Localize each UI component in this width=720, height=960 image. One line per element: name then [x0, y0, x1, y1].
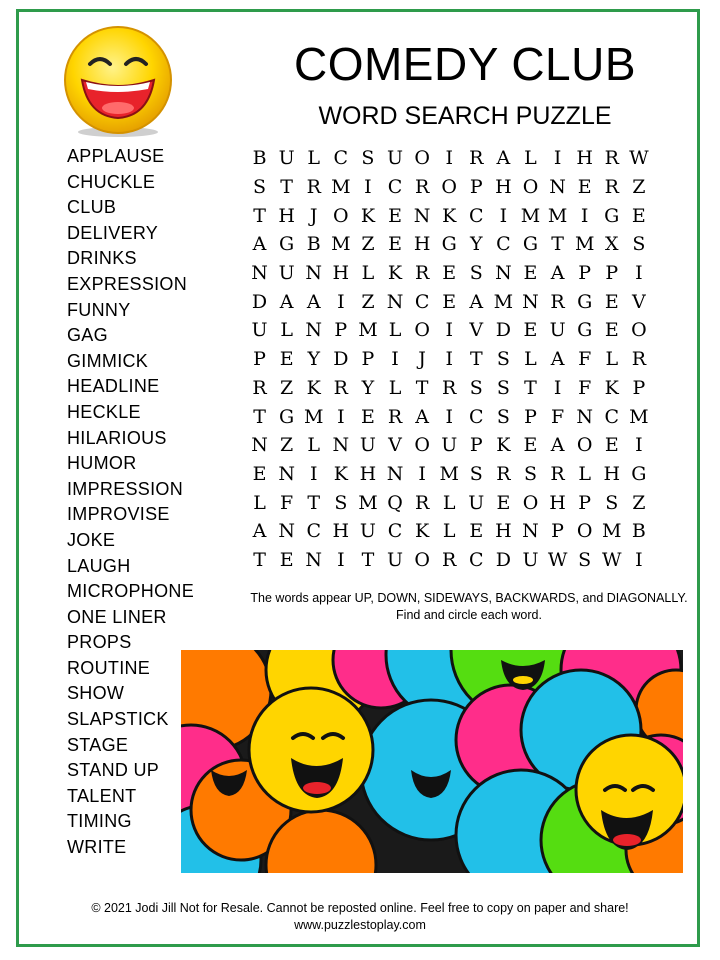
grid-letter[interactable]: S: [334, 491, 348, 514]
grid-letter[interactable]: H: [332, 520, 350, 543]
copyright-text: © 2021 Jodi Jill Not for Resale. Cannot be reposted online. Feel free to copy on paper and share!: [91, 901, 629, 915]
grid-letter[interactable]: N: [305, 319, 323, 342]
grid-letter[interactable]: O: [522, 176, 539, 199]
word-list-item: ROUTINE: [67, 657, 151, 678]
grid-letter[interactable]: I: [445, 405, 453, 428]
grid-letter[interactable]: G: [279, 233, 295, 256]
grid-letter[interactable]: R: [550, 462, 565, 485]
grid-letter[interactable]: M: [331, 233, 351, 256]
grid-letter[interactable]: L: [280, 319, 293, 342]
grid-letter[interactable]: N: [332, 434, 350, 457]
grid-letter[interactable]: R: [631, 348, 647, 371]
grid-letter[interactable]: I: [337, 290, 345, 313]
grid-letter[interactable]: Z: [632, 491, 646, 514]
grid-letter[interactable]: D: [495, 319, 511, 342]
grid-letter[interactable]: Z: [632, 176, 646, 199]
grid-row: [246, 517, 652, 546]
grid-letter[interactable]: P: [469, 434, 483, 457]
grid-letter[interactable]: Z: [361, 290, 375, 313]
grid-letter[interactable]: S: [605, 491, 619, 514]
grid-letter[interactable]: U: [441, 434, 458, 457]
word-list-item: WRITE: [67, 837, 127, 858]
grid-letter[interactable]: N: [495, 262, 512, 285]
grid-letter[interactable]: T: [524, 376, 537, 399]
word-list-item: GIMMICK: [67, 350, 149, 371]
word-list-item: DRINKS: [67, 248, 137, 269]
grid-letter[interactable]: M: [602, 520, 622, 543]
grid-letter[interactable]: R: [442, 376, 457, 399]
grid-letter[interactable]: H: [495, 176, 512, 199]
word-list-item: EXPRESSION: [67, 273, 188, 294]
grid-letter[interactable]: M: [629, 405, 649, 428]
grid-letter[interactable]: R: [414, 491, 430, 514]
grid-letter[interactable]: N: [305, 262, 323, 285]
grid-letter[interactable]: R: [604, 147, 619, 170]
grid-letter[interactable]: C: [469, 204, 484, 227]
word-list-item: JOKE: [67, 529, 116, 550]
grid-letter[interactable]: R: [414, 262, 430, 285]
grid-row: [246, 488, 652, 517]
grid-letter[interactable]: A: [496, 147, 511, 170]
grid-letter[interactable]: I: [635, 434, 643, 457]
grid-letter[interactable]: M: [493, 290, 514, 313]
grid-letter[interactable]: I: [499, 204, 508, 227]
grid-letter[interactable]: U: [251, 319, 268, 342]
grid-letter[interactable]: S: [496, 405, 510, 428]
grid-letter[interactable]: L: [388, 319, 402, 342]
grid-letter[interactable]: T: [253, 405, 266, 428]
word-list-item: CHUCKLE: [67, 171, 156, 192]
grid-letter[interactable]: L: [307, 434, 321, 457]
grid-letter[interactable]: U: [468, 491, 485, 514]
word-list-item: HEADLINE: [67, 376, 160, 397]
grid-row: [246, 316, 652, 345]
grid-letter[interactable]: I: [337, 405, 345, 428]
grid-letter[interactable]: L: [524, 147, 537, 170]
grid-row: [246, 144, 652, 173]
grid-letter[interactable]: I: [337, 548, 345, 571]
grid-letter[interactable]: G: [631, 462, 647, 485]
grid-letter[interactable]: I: [418, 462, 426, 485]
grid-letter[interactable]: Q: [387, 491, 403, 514]
grid-letter[interactable]: V: [388, 434, 402, 457]
grid-letter[interactable]: M: [358, 319, 378, 342]
grid-letter[interactable]: M: [331, 176, 351, 199]
grid-letter[interactable]: N: [522, 520, 539, 543]
grid-letter[interactable]: N: [576, 405, 593, 428]
grid-letter[interactable]: C: [469, 548, 484, 571]
grid-letter[interactable]: B: [306, 233, 321, 256]
grid-letter[interactable]: K: [360, 204, 376, 227]
grid-letter[interactable]: Z: [361, 233, 375, 256]
grid-letter[interactable]: N: [305, 548, 323, 571]
grid-letter[interactable]: O: [414, 147, 430, 170]
grid-letter[interactable]: C: [496, 233, 511, 256]
word-list-item: TIMING: [67, 811, 132, 832]
grid-letter[interactable]: A: [306, 290, 321, 313]
grid-letter[interactable]: S: [469, 376, 483, 399]
grid-letter[interactable]: O: [522, 491, 539, 514]
grid-letter[interactable]: F: [550, 405, 565, 428]
grid-letter[interactable]: U: [549, 319, 566, 342]
grid-letter[interactable]: P: [551, 520, 564, 543]
grid-letter[interactable]: E: [523, 262, 538, 285]
grid-letter[interactable]: L: [442, 520, 456, 543]
word-list-item: TALENT: [67, 785, 137, 806]
website-link[interactable]: www.puzzlestoplay.com: [294, 918, 426, 932]
grid-letter[interactable]: T: [307, 491, 321, 514]
word-list-item: FUNNY: [67, 299, 131, 320]
grid-letter[interactable]: D: [495, 548, 511, 571]
grid-letter[interactable]: B: [631, 520, 646, 543]
grid-letter[interactable]: H: [495, 520, 512, 543]
grid-letter[interactable]: U: [278, 147, 295, 170]
grid-letter[interactable]: K: [333, 462, 348, 485]
grid-letter[interactable]: L: [605, 348, 619, 371]
grid-letter[interactable]: B: [252, 147, 267, 170]
word-list-item: DELIVERY: [67, 222, 159, 243]
grid-letter[interactable]: S: [253, 176, 267, 199]
grid-letter[interactable]: E: [604, 290, 619, 313]
grid-row: [246, 546, 652, 575]
grid-letter[interactable]: I: [445, 147, 453, 170]
grid-letter[interactable]: A: [252, 233, 267, 256]
word-list-item: SLAPSTICK: [67, 709, 169, 730]
grid-letter[interactable]: A: [469, 290, 484, 313]
grid-letter[interactable]: R: [550, 290, 565, 313]
grid-letter[interactable]: E: [442, 262, 457, 285]
word-list-item: ONE LINER: [67, 606, 167, 627]
laughing-emoji-collage-icon: [181, 650, 683, 873]
grid-letter[interactable]: I: [364, 176, 372, 199]
grid-letter[interactable]: X: [605, 233, 619, 256]
grid-letter[interactable]: L: [442, 491, 456, 514]
page-subtitle: WORD SEARCH PUZZLE: [318, 102, 612, 130]
grid-letter[interactable]: H: [359, 462, 377, 485]
grid-letter[interactable]: Y: [470, 233, 483, 256]
grid-letter[interactable]: Y: [307, 348, 320, 371]
grid-letter[interactable]: P: [578, 262, 592, 285]
grid-letter[interactable]: T: [280, 176, 293, 199]
grid-letter[interactable]: L: [361, 262, 375, 285]
grid-letter[interactable]: O: [576, 434, 593, 457]
grid-letter[interactable]: T: [253, 204, 266, 227]
grid-row: [246, 431, 652, 460]
grid-letter[interactable]: E: [631, 204, 646, 227]
grid-letter[interactable]: U: [359, 520, 376, 543]
grid-letter[interactable]: C: [469, 405, 484, 428]
word-list-item: GAG: [67, 325, 108, 346]
grid-letter[interactable]: N: [251, 262, 268, 285]
word-list-item: APPLAUSE: [67, 146, 165, 166]
grid-letter[interactable]: I: [635, 548, 643, 571]
grid-letter[interactable]: V: [469, 319, 484, 342]
grid-letter[interactable]: O: [414, 319, 430, 342]
grid-letter[interactable]: T: [551, 233, 564, 256]
grid-letter[interactable]: W: [629, 147, 649, 170]
grid-letter[interactable]: I: [445, 319, 453, 342]
grid-letter[interactable]: H: [603, 462, 621, 485]
grid-letter[interactable]: Y: [361, 376, 375, 399]
grid-letter[interactable]: M: [439, 462, 459, 485]
grid-letter[interactable]: O: [414, 434, 430, 457]
page-title: COMEDY CLUB: [293, 38, 637, 90]
grid-letter[interactable]: O: [414, 548, 430, 571]
grid-letter[interactable]: A: [415, 405, 429, 428]
grid-letter[interactable]: L: [253, 491, 266, 514]
grid-letter[interactable]: F: [578, 348, 592, 371]
grid-letter[interactable]: S: [632, 233, 646, 256]
grid-letter[interactable]: U: [359, 434, 376, 457]
grid-letter[interactable]: E: [442, 290, 457, 313]
grid-letter[interactable]: U: [387, 147, 404, 170]
grid-row: [246, 374, 652, 403]
grid-letter[interactable]: R: [333, 376, 348, 399]
laughing-emoji-icon: [60, 24, 176, 140]
grid-letter[interactable]: K: [415, 520, 430, 543]
grid-letter[interactable]: E: [577, 176, 592, 199]
grid-letter[interactable]: I: [445, 348, 453, 371]
word-list-item: MICROPHONE: [67, 581, 195, 602]
grid-letter[interactable]: I: [635, 262, 643, 285]
grid-letter[interactable]: O: [631, 319, 647, 342]
grid-letter[interactable]: R: [252, 376, 267, 399]
grid-letter[interactable]: M: [358, 491, 378, 514]
word-list-item: HUMOR: [67, 453, 137, 474]
grid-letter[interactable]: M: [520, 204, 541, 227]
grid-letter[interactable]: I: [553, 376, 562, 399]
grid-letter[interactable]: I: [580, 204, 589, 227]
grid-row: [246, 173, 652, 202]
grid-letter[interactable]: S: [523, 462, 537, 485]
instructions: [230, 590, 708, 624]
grid-letter[interactable]: S: [469, 462, 483, 485]
grid-letter[interactable]: E: [279, 348, 294, 371]
word-list: [67, 144, 194, 861]
grid-letter[interactable]: T: [361, 548, 375, 571]
footer: [20, 900, 700, 934]
grid-letter[interactable]: L: [578, 462, 591, 485]
grid-letter[interactable]: W: [547, 548, 568, 571]
grid-letter[interactable]: I: [391, 348, 399, 371]
grid-letter[interactable]: E: [523, 319, 538, 342]
grid-letter[interactable]: J: [418, 348, 426, 371]
word-list-item: STAGE: [67, 734, 129, 755]
grid-letter[interactable]: A: [252, 520, 267, 543]
grid-letter[interactable]: N: [278, 520, 295, 543]
grid-letter[interactable]: L: [388, 376, 402, 399]
grid-row: [246, 345, 652, 374]
grid-letter[interactable]: I: [553, 147, 562, 170]
grid-letter[interactable]: T: [415, 376, 429, 399]
word-list-item: HILARIOUS: [67, 427, 167, 448]
word-list-item: CLUB: [67, 197, 117, 218]
grid-letter[interactable]: K: [442, 204, 457, 227]
grid-letter[interactable]: C: [333, 147, 349, 170]
grid-letter[interactable]: H: [332, 262, 350, 285]
grid-letter[interactable]: E: [360, 405, 375, 428]
grid-letter[interactable]: W: [602, 548, 622, 571]
grid-letter[interactable]: G: [279, 405, 295, 428]
grid-letter[interactable]: K: [496, 434, 511, 457]
grid-letter[interactable]: C: [387, 520, 403, 543]
grid-letter[interactable]: R: [442, 548, 457, 571]
grid-letter[interactable]: J: [309, 204, 318, 227]
grid-row: [246, 201, 652, 230]
instructions-line-1: The words appear UP, DOWN, SIDEWAYS, BACKWARDS, and DIAGONALLY.: [250, 591, 688, 605]
grid-row: [246, 230, 652, 259]
grid-letter[interactable]: C: [387, 176, 403, 199]
grid-letter[interactable]: L: [307, 147, 321, 170]
grid-letter[interactable]: N: [251, 434, 268, 457]
grid-letter[interactable]: N: [413, 204, 431, 227]
grid-letter[interactable]: O: [441, 176, 457, 199]
grid-letter[interactable]: A: [550, 434, 565, 457]
grid-letter[interactable]: P: [605, 262, 619, 285]
grid-row: [246, 402, 652, 431]
grid-letter[interactable]: E: [252, 462, 267, 485]
grid-letter[interactable]: F: [578, 376, 592, 399]
word-list-item: IMPRESSION: [67, 478, 184, 499]
grid-letter[interactable]: Z: [280, 434, 294, 457]
grid-letter[interactable]: E: [604, 434, 619, 457]
grid-letter[interactable]: P: [469, 176, 483, 199]
grid-letter[interactable]: R: [306, 176, 321, 199]
grid-letter[interactable]: K: [387, 262, 403, 285]
word-list-item: STAND UP: [67, 760, 160, 781]
grid-letter[interactable]: N: [522, 290, 539, 313]
grid-letter[interactable]: C: [306, 520, 321, 543]
grid-letter[interactable]: P: [253, 348, 266, 371]
grid-letter[interactable]: M: [304, 405, 324, 428]
grid-letter[interactable]: S: [578, 548, 592, 571]
grid-letter[interactable]: N: [386, 290, 404, 313]
grid-letter[interactable]: N: [386, 462, 404, 485]
grid-letter[interactable]: E: [496, 491, 511, 514]
grid-letter[interactable]: P: [361, 348, 375, 371]
grid-letter[interactable]: E: [469, 520, 484, 543]
grid-row: [246, 460, 652, 489]
grid-letter[interactable]: I: [309, 462, 318, 485]
grid-letter[interactable]: R: [414, 176, 430, 199]
instructions-line-2: Find and circle each word.: [396, 608, 542, 622]
grid-letter[interactable]: E: [523, 434, 538, 457]
word-list-item: PROPS: [67, 632, 132, 653]
grid-letter[interactable]: H: [413, 233, 431, 256]
grid-letter[interactable]: K: [306, 376, 321, 399]
grid-letter[interactable]: V: [631, 290, 646, 313]
grid-letter[interactable]: U: [387, 548, 404, 571]
grid-letter[interactable]: H: [549, 491, 566, 514]
grid-row: [246, 259, 652, 288]
grid-letter[interactable]: E: [604, 319, 619, 342]
grid-letter[interactable]: G: [441, 233, 457, 256]
grid-letter[interactable]: G: [577, 319, 593, 342]
grid-letter[interactable]: S: [496, 348, 510, 371]
grid-letter[interactable]: K: [604, 376, 619, 399]
grid-letter[interactable]: S: [469, 262, 483, 285]
grid-letter[interactable]: P: [578, 491, 592, 514]
grid-letter[interactable]: S: [496, 376, 510, 399]
word-list-item: LAUGH: [67, 555, 131, 576]
word-list-item: SHOW: [67, 683, 125, 704]
word-list-item: HECKLE: [67, 401, 141, 422]
grid-letter[interactable]: U: [278, 262, 295, 285]
grid-letter[interactable]: P: [632, 376, 646, 399]
grid-letter[interactable]: E: [279, 548, 294, 571]
grid-letter[interactable]: H: [278, 204, 295, 227]
grid-letter[interactable]: R: [604, 176, 619, 199]
grid-row: [246, 287, 652, 316]
grid-letter[interactable]: E: [388, 233, 402, 256]
grid-letter[interactable]: C: [414, 290, 430, 313]
grid-letter[interactable]: G: [604, 204, 620, 227]
grid-letter[interactable]: N: [278, 462, 295, 485]
grid-letter[interactable]: A: [550, 262, 565, 285]
grid-letter[interactable]: F: [280, 491, 294, 514]
grid-letter[interactable]: A: [279, 290, 294, 313]
grid-letter[interactable]: S: [361, 147, 375, 170]
grid-letter[interactable]: O: [333, 204, 349, 227]
grid-letter[interactable]: R: [469, 147, 484, 170]
grid-letter[interactable]: O: [576, 520, 593, 543]
grid-letter[interactable]: R: [387, 405, 403, 428]
grid-letter[interactable]: T: [253, 548, 266, 571]
grid-letter[interactable]: R: [496, 462, 511, 485]
word-list-item: IMPROVISE: [67, 504, 170, 525]
grid-letter[interactable]: E: [388, 204, 402, 227]
grid-letter[interactable]: D: [251, 290, 268, 313]
grid-letter[interactable]: N: [549, 176, 566, 199]
grid-letter[interactable]: A: [550, 348, 565, 371]
grid-letter[interactable]: T: [469, 348, 483, 371]
grid-letter[interactable]: L: [524, 348, 537, 371]
grid-letter[interactable]: G: [577, 290, 593, 313]
grid-letter[interactable]: U: [522, 548, 539, 571]
grid-letter[interactable]: P: [334, 319, 348, 342]
letter-grid: [246, 144, 652, 574]
grid-letter[interactable]: G: [522, 233, 539, 256]
grid-letter[interactable]: D: [333, 348, 349, 371]
grid-letter[interactable]: M: [574, 233, 595, 256]
grid-letter[interactable]: P: [524, 405, 537, 428]
grid-letter[interactable]: Z: [280, 376, 294, 399]
grid-letter[interactable]: C: [604, 405, 620, 428]
grid-letter[interactable]: M: [547, 204, 568, 227]
grid-letter[interactable]: H: [576, 147, 593, 170]
